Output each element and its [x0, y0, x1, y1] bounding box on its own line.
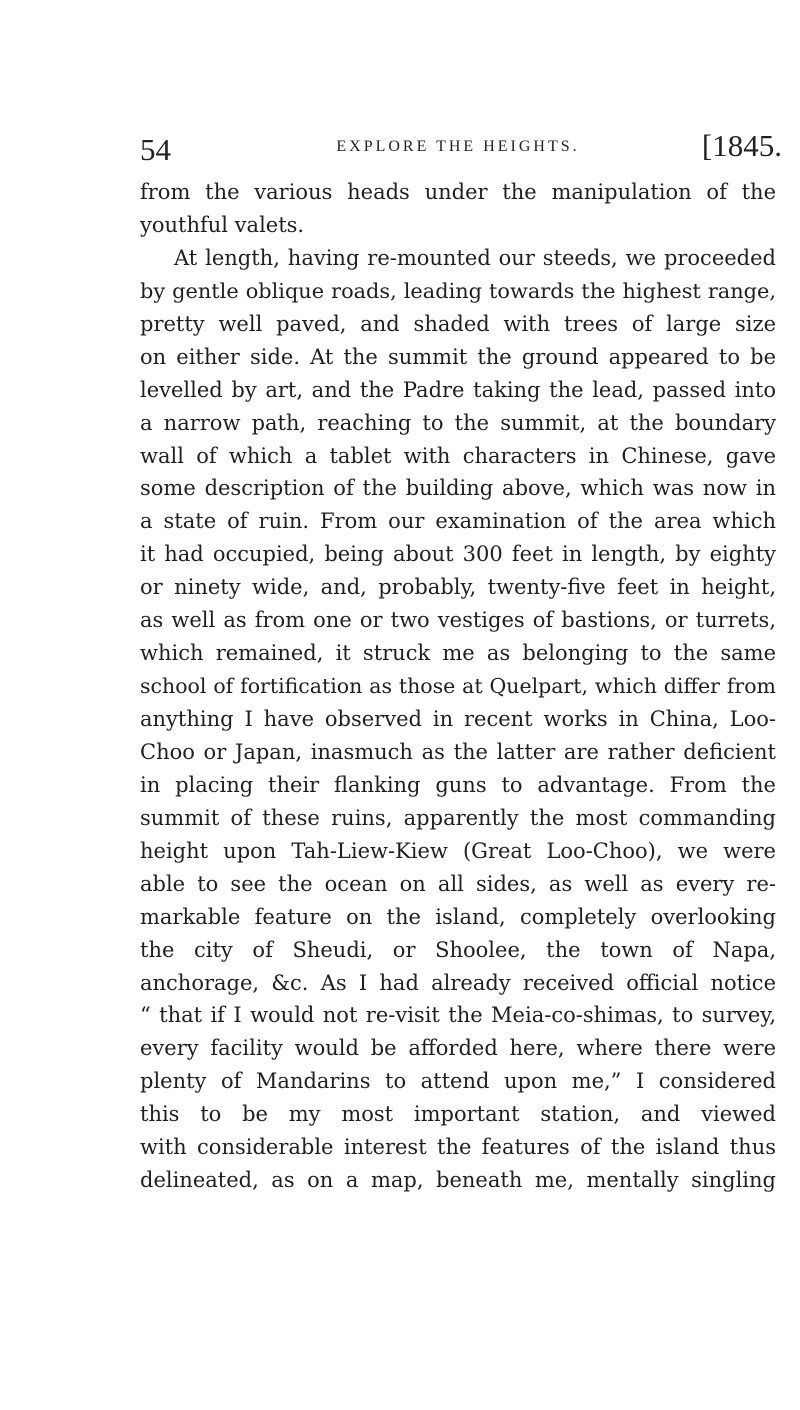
text-line: a state of ruin. From our examination of the area which — [140, 509, 776, 534]
text-line: “ that if I would not re-visit the Meia-co-shimas, to survey, — [140, 1003, 776, 1028]
text-line: this to be my most important station, and viewed — [140, 1102, 776, 1127]
text-line: it had occupied, being about 300 feet in length, by eighty — [140, 542, 776, 567]
text-line: plenty of Mandarins to attend upon me,” I considered — [140, 1069, 776, 1094]
text-line: from the various heads under the manipulation of the — [140, 180, 776, 204]
text-line: levelled by art, and the Padre taking the lead, passed into — [140, 377, 776, 402]
page-number: 54 — [140, 132, 171, 167]
text-line: height upon Tah-Liew-Kiew (Great Loo-Choo), we were — [140, 838, 776, 863]
body-text — [140, 176, 776, 1197]
text-line: the city of Sheudi, or Shoolee, the town of Napa, — [140, 937, 776, 962]
text-line: At length, having re-mounted our steeds, we proceeded — [174, 245, 776, 270]
text-line: school of fortification as those at Quelpart, which differ from — [140, 674, 776, 699]
text-line: in placing their flanking guns to advantage. From the — [140, 772, 776, 797]
text-line: some description of the building above, which was now in — [140, 476, 776, 501]
text-line: pretty well paved, and shaded with trees of large size — [140, 311, 776, 336]
running-title: EXPLORE THE HEIGHTS. — [336, 138, 580, 155]
text-line: on either side. At the summit the ground appeared to be — [140, 344, 776, 369]
text-line: able to see the ocean on all sides, as well as every re- — [140, 871, 776, 896]
text-line: which remained, it struck me as belonging to the same — [140, 641, 776, 666]
running-head — [140, 124, 782, 167]
text-line: delineated, as on a map, beneath me, mentally singling — [140, 1168, 776, 1193]
text-line: youthful valets. — [140, 212, 305, 237]
text-line: wall of which a tablet with characters in Chinese, gave — [140, 443, 776, 468]
text-line: markable feature on the island, completely overlooking — [140, 904, 776, 929]
running-year: [1845. — [701, 128, 782, 163]
text-line: by gentle oblique roads, leading towards the highest range, — [140, 278, 776, 303]
text-line: as well as from one or two vestiges of bastions, or turrets, — [140, 608, 776, 633]
text-line: every facility would be afforded here, where there were — [140, 1036, 776, 1061]
text-line: anchorage, &c. As I had already received official notice — [140, 970, 776, 995]
text-line: anything I have observed in recent works in China, Loo- — [140, 707, 776, 731]
text-line: with considerable interest the features of the island thus — [140, 1135, 776, 1160]
text-line: or ninety wide, and, probably, twenty-five feet in height, — [140, 575, 776, 600]
text-line: a narrow path, reaching to the summit, at the boundary — [140, 410, 776, 435]
text-line: summit of these ruins, apparently the most commanding — [140, 805, 776, 830]
text-line: Choo or Japan, inasmuch as the latter are rather deficient — [140, 739, 776, 764]
